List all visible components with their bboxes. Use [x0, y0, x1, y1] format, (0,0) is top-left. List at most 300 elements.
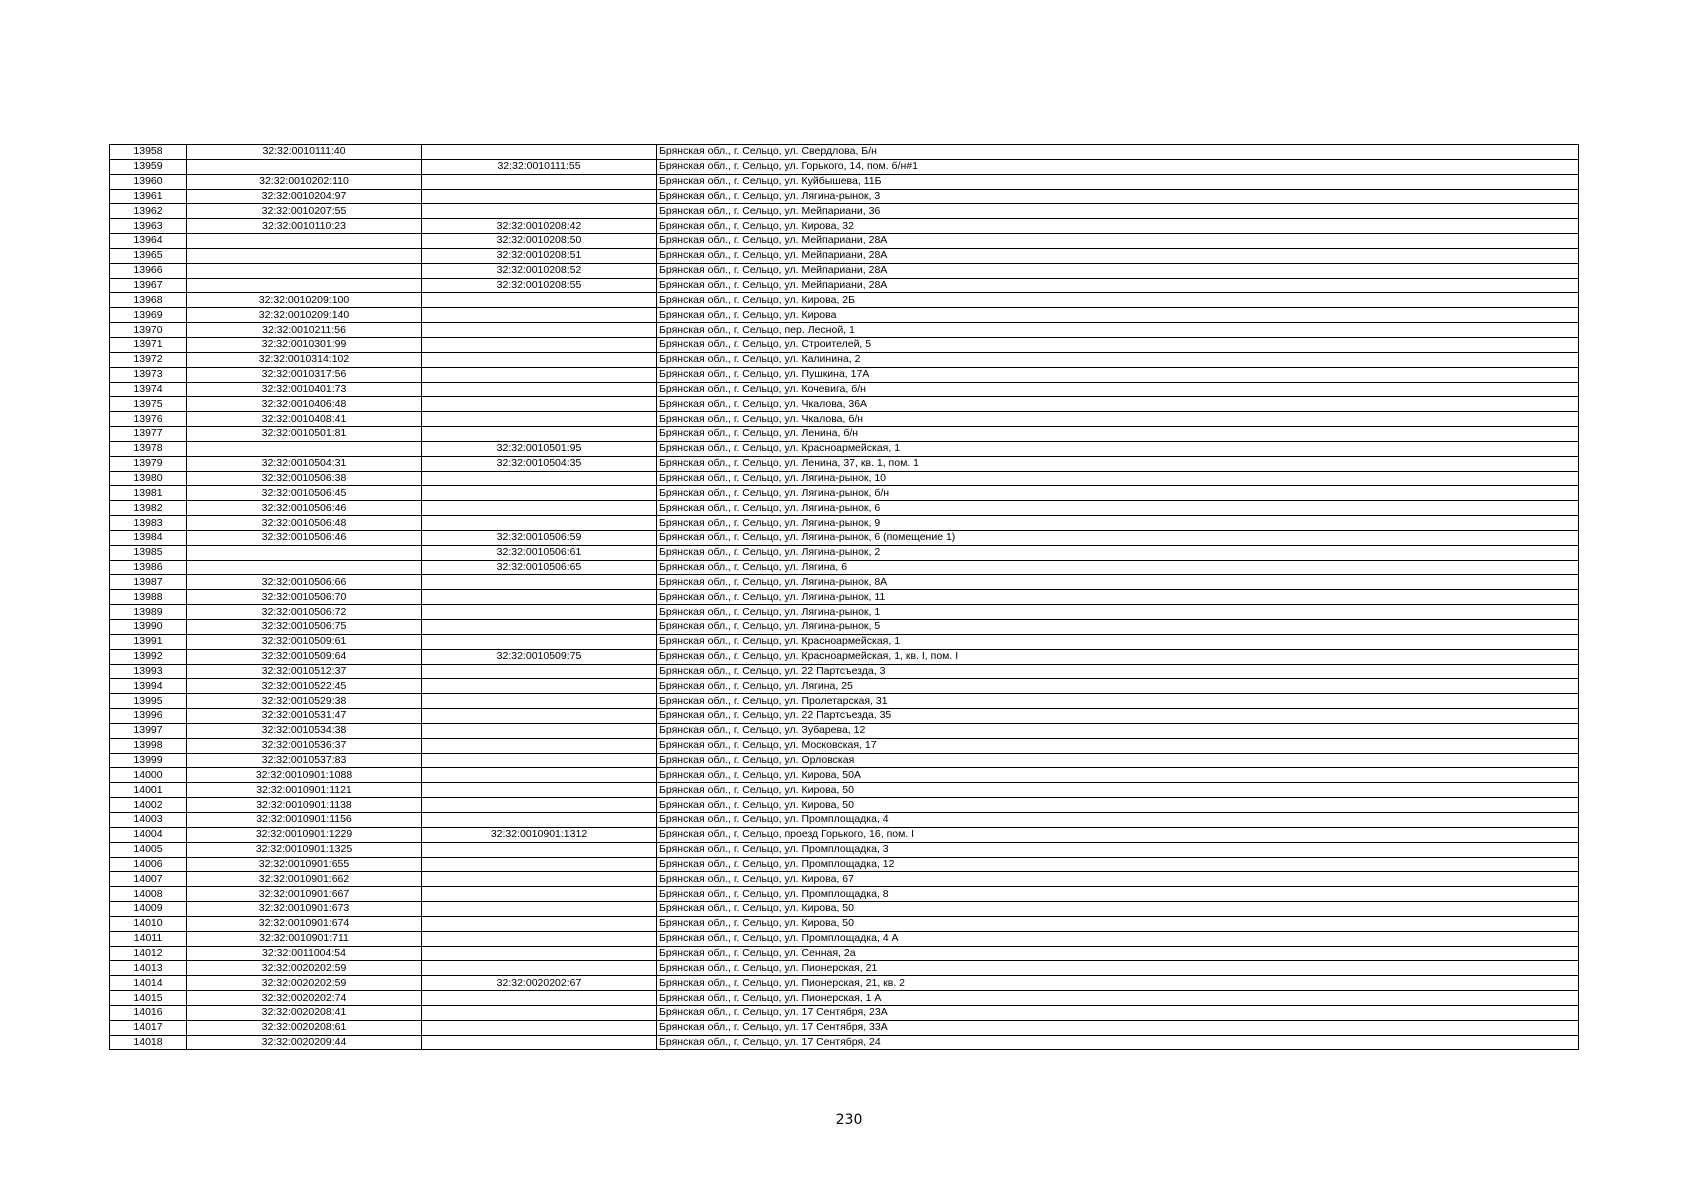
object-number-cell: 32:32:0010506:65	[422, 560, 657, 575]
row-number-cell: 13996	[110, 709, 187, 724]
row-number-cell: 13969	[110, 308, 187, 323]
row-number-cell: 14008	[110, 887, 187, 902]
table-row	[110, 263, 1579, 278]
object-number-cell	[422, 798, 657, 813]
address-cell: Брянская обл., г. Сельцо, ул. Ленина, 37, кв. 1, пом. 1	[657, 456, 1579, 471]
object-number-cell	[422, 486, 657, 501]
object-number-cell: 32:32:0010509:75	[422, 649, 657, 664]
cadastral-number-cell: 32:32:0010506:46	[187, 501, 422, 516]
object-number-cell	[422, 145, 657, 160]
row-number-cell: 13986	[110, 560, 187, 575]
row-number-cell: 14012	[110, 946, 187, 961]
row-number-cell: 14003	[110, 812, 187, 827]
cadastral-number-cell: 32:32:0010506:38	[187, 471, 422, 486]
row-number-cell: 14005	[110, 842, 187, 857]
table-row	[110, 1035, 1579, 1050]
cadastral-number-cell: 32:32:0010506:72	[187, 605, 422, 620]
cadastral-number-cell: 32:32:0010901:662	[187, 872, 422, 887]
table-row	[110, 976, 1579, 991]
table-row	[110, 902, 1579, 917]
table-row	[110, 872, 1579, 887]
table-row	[110, 842, 1579, 857]
row-number-cell: 13988	[110, 590, 187, 605]
object-number-cell	[422, 323, 657, 338]
cadastral-number-cell	[187, 263, 422, 278]
table-row	[110, 1005, 1579, 1020]
cadastral-number-cell	[187, 248, 422, 263]
row-number-cell: 13984	[110, 530, 187, 545]
table-row	[110, 723, 1579, 738]
address-cell: Брянская обл., г. Сельцо, ул. Лягина-рынок, 9	[657, 516, 1579, 531]
object-number-cell	[422, 397, 657, 412]
object-number-cell	[422, 842, 657, 857]
table-row	[110, 530, 1579, 545]
cadastral-number-cell: 32:32:0010209:100	[187, 293, 422, 308]
table-row	[110, 590, 1579, 605]
cadastral-number-cell	[187, 560, 422, 575]
address-cell: Брянская обл., г. Сельцо, ул. 17 Сентября, 33А	[657, 1020, 1579, 1035]
table-row	[110, 827, 1579, 842]
cadastral-number-cell: 32:32:0010509:64	[187, 649, 422, 664]
address-cell: Брянская обл., г. Сельцо, ул. Промплощадка, 8	[657, 887, 1579, 902]
address-cell: Брянская обл., г. Сельцо, ул. 17 Сентября, 23А	[657, 1005, 1579, 1020]
object-number-cell	[422, 1005, 657, 1020]
table-row	[110, 679, 1579, 694]
table-row	[110, 441, 1579, 456]
row-number-cell: 13991	[110, 634, 187, 649]
row-number-cell: 13981	[110, 486, 187, 501]
cadastral-number-cell	[187, 545, 422, 560]
row-number-cell: 14002	[110, 798, 187, 813]
row-number-cell: 13997	[110, 723, 187, 738]
address-cell: Брянская обл., г. Сельцо, ул. Красноармейская, 1, кв. I, пом. I	[657, 649, 1579, 664]
row-number-cell: 13987	[110, 575, 187, 590]
cadastral-number-cell: 32:32:0010522:45	[187, 679, 422, 694]
address-cell: Брянская обл., г. Сельцо, ул. Строителей, 5	[657, 337, 1579, 352]
table-row	[110, 768, 1579, 783]
cadastral-number-cell: 32:32:0010901:674	[187, 916, 422, 931]
address-cell: Брянская обл., г. Сельцо, ул. Промплощадка, 4	[657, 812, 1579, 827]
address-cell: Брянская обл., г. Сельцо, ул. Ленина, б/н	[657, 427, 1579, 442]
cadastral-number-cell: 32:32:0010506:48	[187, 516, 422, 531]
address-cell: Брянская обл., г. Сельцо, ул. Мейпариани, 28А	[657, 234, 1579, 249]
cadastral-number-cell: 32:32:0010901:667	[187, 887, 422, 902]
table-row	[110, 694, 1579, 709]
address-cell: Брянская обл., г. Сельцо, ул. Лягина-рынок, 6	[657, 501, 1579, 516]
registry-table	[109, 144, 1579, 1050]
address-cell: Брянская обл., г. Сельцо, ул. 22 Партсъезда, 3	[657, 664, 1579, 679]
cadastral-number-cell: 32:32:0020202:59	[187, 976, 422, 991]
object-number-cell	[422, 174, 657, 189]
table-row	[110, 382, 1579, 397]
object-number-cell	[422, 991, 657, 1006]
cadastral-number-cell	[187, 234, 422, 249]
cadastral-number-cell: 32:32:0010506:66	[187, 575, 422, 590]
address-cell: Брянская обл., г. Сельцо, ул. Лягина-рынок, 2	[657, 545, 1579, 560]
address-cell: Брянская обл., г. Сельцо, ул. Сенная, 2а	[657, 946, 1579, 961]
table-row	[110, 248, 1579, 263]
row-number-cell: 13965	[110, 248, 187, 263]
row-number-cell: 13970	[110, 323, 187, 338]
address-cell: Брянская обл., г. Сельцо, ул. Лягина, 6	[657, 560, 1579, 575]
address-cell: Брянская обл., г. Сельцо, ул. Мейпариани, 28А	[657, 278, 1579, 293]
address-cell: Брянская обл., г. Сельцо, ул. Кочевига, б/н	[657, 382, 1579, 397]
row-number-cell: 14004	[110, 827, 187, 842]
cadastral-number-cell: 32:32:0020209:44	[187, 1035, 422, 1050]
cadastral-number-cell: 32:32:0020208:41	[187, 1005, 422, 1020]
table-row	[110, 1020, 1579, 1035]
address-cell: Брянская обл., г. Сельцо, ул. Лягина-рынок, 8А	[657, 575, 1579, 590]
row-number-cell: 13964	[110, 234, 187, 249]
address-cell: Брянская обл., г. Сельцо, ул. Пионерская, 21, кв. 2	[657, 976, 1579, 991]
object-number-cell	[422, 427, 657, 442]
table-row	[110, 649, 1579, 664]
object-number-cell: 32:32:0010208:51	[422, 248, 657, 263]
row-number-cell: 13961	[110, 189, 187, 204]
cadastral-number-cell: 32:32:0010204:97	[187, 189, 422, 204]
table-row	[110, 471, 1579, 486]
table-row	[110, 812, 1579, 827]
object-number-cell	[422, 738, 657, 753]
row-number-cell: 13999	[110, 753, 187, 768]
address-cell: Брянская обл., г. Сельцо, ул. Чкалова, 36А	[657, 397, 1579, 412]
object-number-cell: 32:32:0010901:1312	[422, 827, 657, 842]
address-cell: Брянская обл., г. Сельцо, ул. Кирова, 32	[657, 219, 1579, 234]
row-number-cell: 13994	[110, 679, 187, 694]
cadastral-number-cell: 32:32:0010110:23	[187, 219, 422, 234]
table-row	[110, 991, 1579, 1006]
address-cell: Брянская обл., г. Сельцо, ул. Промплощадка, 12	[657, 857, 1579, 872]
cadastral-number-cell	[187, 441, 422, 456]
address-cell: Брянская обл., г. Сельцо, ул. Кирова, 50	[657, 798, 1579, 813]
object-number-cell: 32:32:0010208:52	[422, 263, 657, 278]
address-cell: Брянская обл., г. Сельцо, ул. Кирова, 67	[657, 872, 1579, 887]
address-cell: Брянская обл., г. Сельцо, ул. Московская, 17	[657, 738, 1579, 753]
object-number-cell	[422, 308, 657, 323]
object-number-cell: 32:32:0010506:61	[422, 545, 657, 560]
table-row	[110, 278, 1579, 293]
address-cell: Брянская обл., г. Сельцо, ул. Кирова, 50	[657, 783, 1579, 798]
object-number-cell	[422, 516, 657, 531]
cadastral-number-cell: 32:32:0010314:102	[187, 352, 422, 367]
table-row	[110, 323, 1579, 338]
object-number-cell	[422, 783, 657, 798]
object-number-cell	[422, 857, 657, 872]
object-number-cell	[422, 872, 657, 887]
row-number-cell: 13962	[110, 204, 187, 219]
address-cell: Брянская обл., г. Сельцо, ул. Орловская	[657, 753, 1579, 768]
table-row	[110, 219, 1579, 234]
address-cell: Брянская обл., г. Сельцо, ул. 17 Сентября, 24	[657, 1035, 1579, 1050]
row-number-cell: 13979	[110, 456, 187, 471]
cadastral-number-cell: 32:32:0010901:1138	[187, 798, 422, 813]
cadastral-number-cell: 32:32:0010211:56	[187, 323, 422, 338]
address-cell: Брянская обл., г. Сельцо, ул. Промплощадка, 3	[657, 842, 1579, 857]
table-row	[110, 308, 1579, 323]
cadastral-number-cell: 32:32:0010207:55	[187, 204, 422, 219]
table-row	[110, 931, 1579, 946]
row-number-cell: 13982	[110, 501, 187, 516]
address-cell: Брянская обл., г. Сельцо, ул. Красноармейская, 1	[657, 634, 1579, 649]
row-number-cell: 13980	[110, 471, 187, 486]
table-row	[110, 234, 1579, 249]
object-number-cell	[422, 753, 657, 768]
address-cell: Брянская обл., г. Сельцо, ул. Горького, 14, пом. б/н#1	[657, 159, 1579, 174]
object-number-cell: 32:32:0020202:67	[422, 976, 657, 991]
table-row	[110, 753, 1579, 768]
row-number-cell: 14013	[110, 961, 187, 976]
row-number-cell: 13963	[110, 219, 187, 234]
object-number-cell	[422, 501, 657, 516]
address-cell: Брянская обл., г. Сельцо, ул. Кирова, 50	[657, 902, 1579, 917]
address-cell: Брянская обл., г. Сельцо, пер. Лесной, 1	[657, 323, 1579, 338]
address-cell: Брянская обл., г. Сельцо, ул. Пролетарская, 31	[657, 694, 1579, 709]
address-cell: Брянская обл., г. Сельцо, ул. Лягина-рынок, 3	[657, 189, 1579, 204]
cadastral-number-cell: 32:32:0020202:59	[187, 961, 422, 976]
row-number-cell: 14016	[110, 1005, 187, 1020]
table-row	[110, 961, 1579, 976]
cadastral-number-cell: 32:32:0010506:45	[187, 486, 422, 501]
table-row	[110, 145, 1579, 160]
address-cell: Брянская обл., г. Сельцо, ул. Кирова	[657, 308, 1579, 323]
cadastral-number-cell: 32:32:0010202:110	[187, 174, 422, 189]
address-cell: Брянская обл., г. Сельцо, ул. 22 Партсъезда, 35	[657, 709, 1579, 724]
object-number-cell: 32:32:0010208:50	[422, 234, 657, 249]
cadastral-number-cell: 32:32:0010512:37	[187, 664, 422, 679]
cadastral-number-cell: 32:32:0010901:1229	[187, 827, 422, 842]
cadastral-number-cell: 32:32:0010901:1325	[187, 842, 422, 857]
address-cell: Брянская обл., г. Сельцо, ул. Кирова, 50	[657, 916, 1579, 931]
row-number-cell: 14001	[110, 783, 187, 798]
table-row	[110, 783, 1579, 798]
cadastral-number-cell: 32:32:0011004:54	[187, 946, 422, 961]
object-number-cell: 32:32:0010208:42	[422, 219, 657, 234]
cadastral-number-cell: 32:32:0010401:73	[187, 382, 422, 397]
row-number-cell: 13992	[110, 649, 187, 664]
row-number-cell: 14014	[110, 976, 187, 991]
cadastral-number-cell: 32:32:0010536:37	[187, 738, 422, 753]
object-number-cell	[422, 471, 657, 486]
row-number-cell: 14011	[110, 931, 187, 946]
table-row	[110, 738, 1579, 753]
row-number-cell: 13989	[110, 605, 187, 620]
row-number-cell: 13976	[110, 412, 187, 427]
table-row	[110, 293, 1579, 308]
cadastral-number-cell: 32:32:0010111:40	[187, 145, 422, 160]
row-number-cell: 13983	[110, 516, 187, 531]
table-row	[110, 664, 1579, 679]
object-number-cell	[422, 620, 657, 635]
cadastral-number-cell: 32:32:0010504:31	[187, 456, 422, 471]
address-cell: Брянская обл., г. Сельцо, ул. Мейпариани, 36	[657, 204, 1579, 219]
object-number-cell	[422, 812, 657, 827]
table-row	[110, 916, 1579, 931]
object-number-cell	[422, 679, 657, 694]
cadastral-number-cell: 32:32:0010408:41	[187, 412, 422, 427]
row-number-cell: 14000	[110, 768, 187, 783]
object-number-cell	[422, 575, 657, 590]
object-number-cell	[422, 902, 657, 917]
row-number-cell: 14015	[110, 991, 187, 1006]
address-cell: Брянская обл., г. Сельцо, ул. Лягина, 25	[657, 679, 1579, 694]
row-number-cell: 14017	[110, 1020, 187, 1035]
cadastral-number-cell	[187, 278, 422, 293]
object-number-cell: 32:32:0010501:95	[422, 441, 657, 456]
row-number-cell: 13967	[110, 278, 187, 293]
cadastral-number-cell: 32:32:0010901:673	[187, 902, 422, 917]
address-cell: Брянская обл., г. Сельцо, ул. Лягина-рынок, 11	[657, 590, 1579, 605]
cadastral-number-cell: 32:32:0010901:655	[187, 857, 422, 872]
address-cell: Брянская обл., г. Сельцо, ул. Зубарева, 12	[657, 723, 1579, 738]
address-cell: Брянская обл., г. Сельцо, ул. Кирова, 2Б	[657, 293, 1579, 308]
row-number-cell: 14018	[110, 1035, 187, 1050]
row-number-cell: 13971	[110, 337, 187, 352]
cadastral-number-cell: 32:32:0010501:81	[187, 427, 422, 442]
row-number-cell: 13993	[110, 664, 187, 679]
object-number-cell	[422, 931, 657, 946]
address-cell: Брянская обл., г. Сельцо, ул. Лягина-рынок, 6 (помещение 1)	[657, 530, 1579, 545]
table-row	[110, 486, 1579, 501]
object-number-cell	[422, 382, 657, 397]
object-number-cell	[422, 367, 657, 382]
object-number-cell: 32:32:0010506:59	[422, 530, 657, 545]
table-row	[110, 427, 1579, 442]
table-row	[110, 709, 1579, 724]
table-row	[110, 575, 1579, 590]
object-number-cell	[422, 204, 657, 219]
cadastral-number-cell: 32:32:0010534:38	[187, 723, 422, 738]
table-row	[110, 204, 1579, 219]
object-number-cell	[422, 664, 657, 679]
table-row	[110, 501, 1579, 516]
cadastral-number-cell: 32:32:0020208:61	[187, 1020, 422, 1035]
table-row	[110, 887, 1579, 902]
address-cell: Брянская обл., г. Сельцо, ул. Пушкина, 17А	[657, 367, 1579, 382]
row-number-cell: 14007	[110, 872, 187, 887]
object-number-cell: 32:32:0010208:55	[422, 278, 657, 293]
address-cell: Брянская обл., г. Сельцо, ул. Пионерская, 1 А	[657, 991, 1579, 1006]
cadastral-number-cell: 32:32:0010506:75	[187, 620, 422, 635]
cadastral-number-cell: 32:32:0010901:711	[187, 931, 422, 946]
object-number-cell	[422, 412, 657, 427]
cadastral-number-cell: 32:32:0010901:1088	[187, 768, 422, 783]
address-cell: Брянская обл., г. Сельцо, ул. Свердлова, Б/н	[657, 145, 1579, 160]
cadastral-number-cell: 32:32:0010537:83	[187, 753, 422, 768]
object-number-cell	[422, 352, 657, 367]
address-cell: Брянская обл., г. Сельцо, проезд Горького, 16, пом. I	[657, 827, 1579, 842]
address-cell: Брянская обл., г. Сельцо, ул. Красноармейская, 1	[657, 441, 1579, 456]
object-number-cell: 32:32:0010504:35	[422, 456, 657, 471]
table-row	[110, 560, 1579, 575]
table-row	[110, 174, 1579, 189]
table-row	[110, 545, 1579, 560]
address-cell: Брянская обл., г. Сельцо, ул. Мейпариани, 28А	[657, 263, 1579, 278]
table-row	[110, 189, 1579, 204]
row-number-cell: 13972	[110, 352, 187, 367]
row-number-cell: 13958	[110, 145, 187, 160]
row-number-cell: 13978	[110, 441, 187, 456]
cadastral-number-cell: 32:32:0020202:74	[187, 991, 422, 1006]
object-number-cell	[422, 723, 657, 738]
cadastral-number-cell: 32:32:0010901:1156	[187, 812, 422, 827]
object-number-cell	[422, 694, 657, 709]
object-number-cell	[422, 189, 657, 204]
row-number-cell: 13973	[110, 367, 187, 382]
table-row	[110, 412, 1579, 427]
row-number-cell: 13960	[110, 174, 187, 189]
table-row	[110, 159, 1579, 174]
row-number-cell: 13990	[110, 620, 187, 635]
object-number-cell	[422, 590, 657, 605]
table-row	[110, 634, 1579, 649]
cadastral-number-cell: 32:32:0010529:38	[187, 694, 422, 709]
cadastral-number-cell: 32:32:0010509:61	[187, 634, 422, 649]
cadastral-number-cell: 32:32:0010301:99	[187, 337, 422, 352]
cadastral-number-cell: 32:32:0010531:47	[187, 709, 422, 724]
table-row	[110, 605, 1579, 620]
table-row	[110, 857, 1579, 872]
object-number-cell	[422, 946, 657, 961]
object-number-cell	[422, 605, 657, 620]
cadastral-number-cell: 32:32:0010901:1121	[187, 783, 422, 798]
object-number-cell	[422, 634, 657, 649]
row-number-cell: 13977	[110, 427, 187, 442]
table-row	[110, 516, 1579, 531]
table-row	[110, 367, 1579, 382]
object-number-cell	[422, 709, 657, 724]
object-number-cell	[422, 1035, 657, 1050]
row-number-cell: 13959	[110, 159, 187, 174]
address-cell: Брянская обл., г. Сельцо, ул. Куйбышева, 11Б	[657, 174, 1579, 189]
table-row	[110, 337, 1579, 352]
cadastral-number-cell: 32:32:0010317:56	[187, 367, 422, 382]
object-number-cell: 32:32:0010111:55	[422, 159, 657, 174]
address-cell: Брянская обл., г. Сельцо, ул. Калинина, 2	[657, 352, 1579, 367]
cadastral-number-cell: 32:32:0010406:48	[187, 397, 422, 412]
object-number-cell	[422, 887, 657, 902]
row-number-cell: 14006	[110, 857, 187, 872]
cadastral-number-cell: 32:32:0010506:46	[187, 530, 422, 545]
object-number-cell	[422, 337, 657, 352]
registry-table-body	[110, 145, 1579, 1050]
address-cell: Брянская обл., г. Сельцо, ул. Лягина-рынок, 5	[657, 620, 1579, 635]
object-number-cell	[422, 768, 657, 783]
address-cell: Брянская обл., г. Сельцо, ул. Мейпариани, 28А	[657, 248, 1579, 263]
address-cell: Брянская обл., г. Сельцо, ул. Лягина-рынок, 10	[657, 471, 1579, 486]
table-row	[110, 798, 1579, 813]
row-number-cell: 13975	[110, 397, 187, 412]
row-number-cell: 13985	[110, 545, 187, 560]
row-number-cell: 13998	[110, 738, 187, 753]
cadastral-number-cell: 32:32:0010209:140	[187, 308, 422, 323]
page-number: 230	[835, 1112, 863, 1128]
row-number-cell: 13966	[110, 263, 187, 278]
row-number-cell: 13968	[110, 293, 187, 308]
address-cell: Брянская обл., г. Сельцо, ул. Кирова, 50А	[657, 768, 1579, 783]
row-number-cell: 13974	[110, 382, 187, 397]
table-row	[110, 946, 1579, 961]
table-row	[110, 397, 1579, 412]
row-number-cell: 13995	[110, 694, 187, 709]
address-cell: Брянская обл., г. Сельцо, ул. Чкалова, б/н	[657, 412, 1579, 427]
object-number-cell	[422, 916, 657, 931]
object-number-cell	[422, 961, 657, 976]
row-number-cell: 14010	[110, 916, 187, 931]
address-cell: Брянская обл., г. Сельцо, ул. Лягина-рынок, 1	[657, 605, 1579, 620]
row-number-cell: 14009	[110, 902, 187, 917]
address-cell: Брянская обл., г. Сельцо, ул. Пионерская, 21	[657, 961, 1579, 976]
table-row	[110, 620, 1579, 635]
